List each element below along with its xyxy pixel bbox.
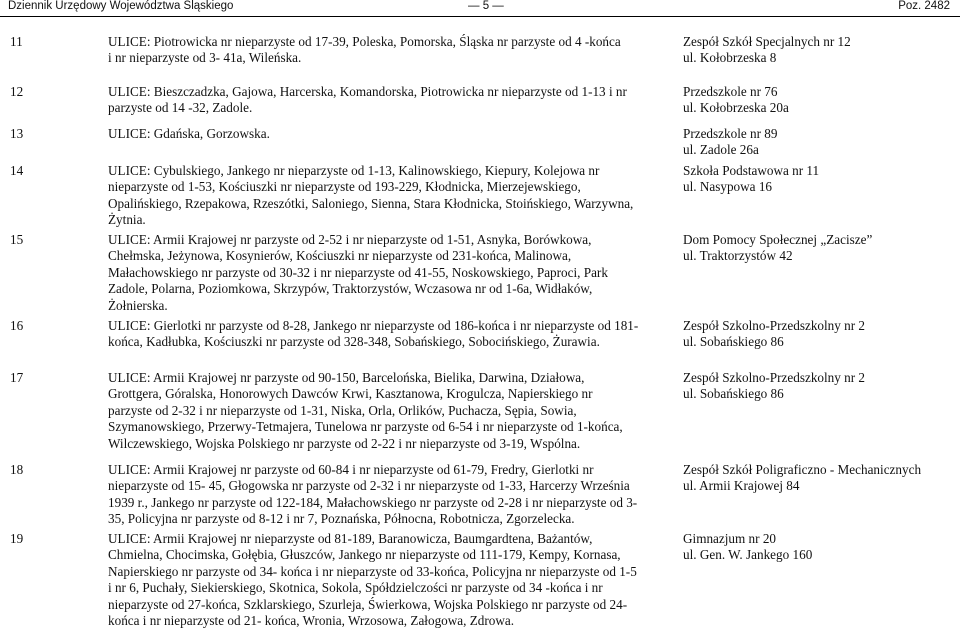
row-number: 11: [10, 34, 23, 49]
school-address: ul. Nasypowa 16: [683, 179, 773, 195]
streets-list: [108, 34, 668, 67]
streets-line: Chmielna, Chocimska, Gołębia, Głuszców, Jankego nr nieparzyste od 111-179, Kempy, Kornasa,: [108, 547, 621, 563]
school-address: ul. Armii Krajowej 84: [683, 478, 800, 494]
school-assignment: [683, 34, 958, 67]
page-header: [8, 0, 952, 14]
streets-line: końca i nr nieparzyste od 21- końca, Wronia, Wrzosowa, Załogowa, Zdrowa.: [108, 613, 515, 629]
streets-line: Żołnierska.: [108, 297, 168, 313]
row-number: 18: [10, 462, 24, 477]
journal-title: Dziennik Urzędowy Województwa Śląskiego: [8, 0, 234, 12]
school-address: ul. Kołobrzeska 8: [683, 50, 777, 66]
row-number: 13: [10, 126, 24, 141]
streets-line: ULICE: Armii Krajowej nr parzyste od 90-150, Barcelońska, Bielika, Darwina, Działowa,: [108, 370, 585, 385]
streets-list: [108, 370, 668, 452]
school-assignment: [683, 126, 958, 159]
streets-list: [108, 84, 668, 117]
streets-list: [108, 126, 668, 142]
streets-line: i nr 6, Puchały, Siekierskiego, Skotnica, Sokola, Spółdzielczości nr parzyste od 34 -końca i nr: [108, 580, 603, 596]
streets-line: Napierskiego nr parzyste od 34- końca i nr nieparzyste od 33-końca, Policyjna nr nieparzyste od 1-5: [108, 563, 637, 579]
row-number: 16: [10, 318, 24, 333]
header-rule: [0, 16, 960, 17]
streets-line: 35, Policyjna nr parzyste od 8-12 i nr 7, Poznańska, Północna, Robotnicza, Zgorzelecka.: [108, 511, 575, 527]
streets-line: ULICE: Piotrowicka nr nieparzyste od 17-39, Poleska, Pomorska, Śląska nr parzyste od 4 -końca: [108, 34, 621, 49]
row-number: 12: [10, 84, 24, 99]
streets-line: nieparzyste od 1-53, Kościuszki nr nieparzyste od 193-229, Kłodnicka, Mierzejewskiego,: [108, 179, 581, 195]
school-name: Zespół Szkół Specjalnych nr 12: [683, 34, 851, 49]
streets-line: ULICE: Gierlotki nr parzyste od 8-28, Jankego nr nieparzyste od 186-końca i nr nieparzyste od 181-: [108, 318, 639, 333]
row-number: 17: [10, 370, 24, 385]
school-address: ul. Traktorzystów 42: [683, 248, 793, 264]
streets-list: [108, 318, 668, 351]
school-assignment: [683, 462, 958, 495]
school-name: Zespół Szkolno-Przedszkolny nr 2: [683, 318, 866, 333]
streets-list: [108, 462, 668, 528]
streets-line: nieparzyste od 27-końca, Szklarskiego, Szurleja, Świerkowa, Wojska Polskiego nr parzyste od 24-: [108, 596, 628, 612]
streets-line: Opalińskiego, Rzepakowa, Rzeszótki, Saloniego, Sienna, Stara Kłodnicka, Stoińskiego, Warzywna,: [108, 195, 634, 211]
streets-line: nieparzyste od 15- 45, Głogowska nr parzyste od 2-32 i nr nieparzyste od 1-33, Harcerzy Września: [108, 478, 630, 494]
school-name: Przedszkole nr 76: [683, 84, 778, 99]
school-address: ul. Gen. W. Jankego 160: [683, 547, 813, 563]
school-name: Szkoła Podstawowa nr 11: [683, 163, 820, 178]
streets-line: parzyste od 2-32 i nr nieparzyste od 1-31, Niska, Orla, Orlików, Puchacza, Sępia, Sowia,: [108, 402, 577, 418]
streets-list: [108, 531, 668, 629]
school-name: Dom Pomocy Społecznej „Zacisze”: [683, 232, 873, 247]
streets-line: i nr nieparzyste od 3- 41a, Wileńska.: [108, 50, 302, 66]
school-assignment: [683, 163, 958, 196]
school-assignment: [683, 232, 958, 265]
streets-line: Wilczewskiego, Wojska Polskiego nr parzyste od 2-22 i nr nieparzyste od 3-19, Wspólna.: [108, 435, 581, 451]
streets-line: ULICE: Bieszczadzka, Gajowa, Harcerska, Komandorska, Piotrowicka nr nieparzyste od 1-13 i nr: [108, 84, 627, 99]
streets-line: Szymanowskiego, Przerwy-Tetmajera, Tunelowa nr parzyste od 6-54 i nr nieparzyste od 1-końca,: [108, 419, 623, 435]
streets-line: 1939 r., Jankego nr parzyste od 122-184, Małachowskiego nr parzyste od 2-28 i nr nieparzyste od 3-: [108, 494, 638, 510]
row-number: 14: [10, 163, 24, 178]
streets-line: Grottgera, Góralska, Honorowych Dawców Krwi, Kasztanowa, Krogulcza, Napierskiego nr: [108, 386, 593, 402]
streets-line: ULICE: Gdańska, Gorzowska.: [108, 126, 270, 141]
school-address: ul. Sobańskiego 86: [683, 386, 784, 402]
streets-line: ULICE: Armii Krajowej nr parzyste od 60-84 i nr nieparzyste od 61-79, Fredry, Gierlotki nr: [108, 462, 594, 477]
streets-line: Zadole, Polarna, Poziomkowa, Skrzypów, Traktorzystów, Wczasowa nr od 1-6a, Widłaków,: [108, 281, 593, 297]
streets-line: Małachowskiego nr parzyste od 30-32 i nr nieparzyste od 41-55, Noskowskiego, Paproci, Park: [108, 264, 608, 280]
streets-line: ULICE: Cybulskiego, Jankego nr nieparzyste od 1-13, Kalinowskiego, Kiepury, Kolejowa nr: [108, 163, 600, 178]
streets-line: Chełmska, Jeżynowa, Kosynierów, Kościuszki nr nieparzyste od 231-końca, Malinowa,: [108, 248, 572, 264]
streets-line: parzyste od 14 -32, Zadole.: [108, 100, 253, 116]
school-assignment: [683, 318, 958, 351]
school-name: Gimnazjum nr 20: [683, 531, 777, 546]
school-name: Przedszkole nr 89: [683, 126, 778, 141]
school-name: Zespół Szkół Poligraficzno - Mechanicznych: [683, 462, 922, 477]
streets-list: [108, 232, 668, 314]
streets-line: Żytnia.: [108, 212, 146, 228]
row-number: 19: [10, 531, 24, 546]
streets-line: końca, Kadłubka, Kościuszki nr parzyste od 328-348, Sobańskiego, Sobocińskiego, Żurawia.: [108, 334, 600, 350]
school-address: ul. Zadole 26a: [683, 142, 759, 158]
school-assignment: [683, 84, 958, 117]
streets-line: ULICE: Armii Krajowej nr parzyste od 2-52 i nr nieparzyste od 1-51, Asnyka, Borówkowa,: [108, 232, 592, 247]
school-assignment: [683, 370, 958, 403]
streets-line: ULICE: Armii Krajowej nr nieparzyste od 81-189, Baranowicza, Baumgardtena, Bażantów,: [108, 531, 593, 546]
row-number: 15: [10, 232, 24, 247]
position-number: Poz. 2482: [898, 0, 950, 12]
page-number: — 5 —: [468, 0, 504, 12]
school-address: ul. Sobańskiego 86: [683, 334, 784, 350]
streets-list: [108, 163, 668, 229]
school-assignment: [683, 531, 958, 564]
school-address: ul. Kołobrzeska 20a: [683, 100, 789, 116]
school-name: Zespół Szkolno-Przedszkolny nr 2: [683, 370, 866, 385]
